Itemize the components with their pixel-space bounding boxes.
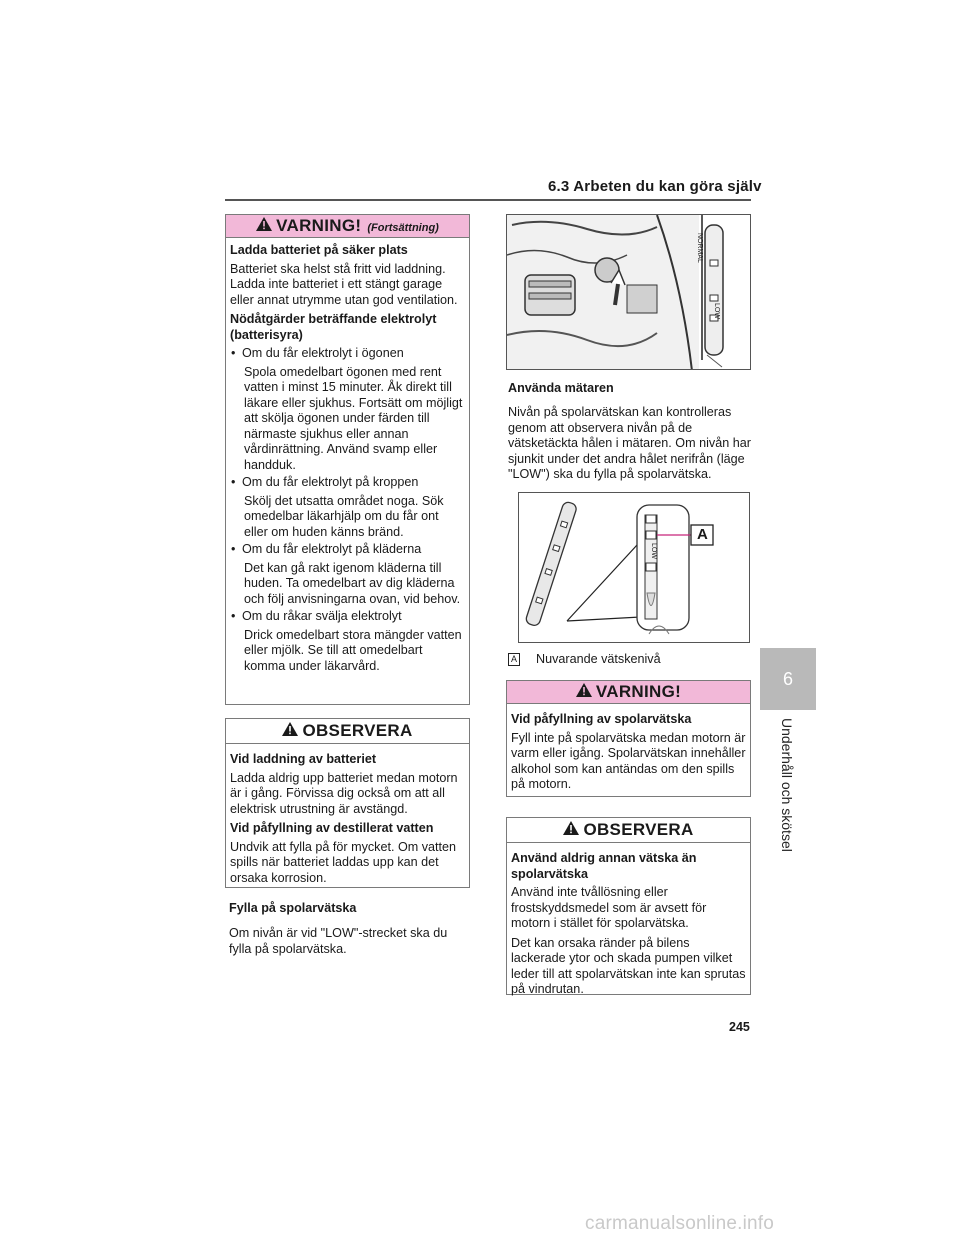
caution-triangle-icon — [563, 821, 579, 840]
gauge-text: Nivån på spolarvätskan kan kontrolleras genom att observera nivån på de vätsketäckta hålen i mätaren. Om nivån har sjunkit under det andra hålet nerifrån (läge "LOW") ska du fylla på spolarvätska. — [508, 405, 751, 481]
notice-box-header — [226, 719, 469, 744]
warning-title: VARNING! — [276, 216, 362, 235]
bullet-text: Skölj det utsatta området noga. Sök omedelbar läkarhjälp om du får ont eller om huden känns bränd. — [244, 493, 444, 539]
warning-paragraph: Fyll inte på spolarvätska medan motorn är varm eller igång. Spolarvätskan innehåller alkohol som kan antändas om den spills på motorn. — [511, 730, 746, 791]
chapter-title-vertical — [773, 718, 801, 858]
gauge-closeup-illustration — [519, 493, 750, 643]
warning-paragraph: Batteriet ska helst stå fritt vid laddning. Ladda inte batteriet i ett stängt garage eller annat utrymme utan god ventilation. — [230, 261, 458, 307]
notice-box-washer — [506, 817, 751, 995]
notice-paragraph: Undvik att fylla på för mycket. Om vatten spills när batteriet laddas upp kan det orsaka korrosion. — [230, 839, 457, 885]
chapter-number: 6 — [782, 668, 793, 689]
refill-heading: Fylla på spolarvätska — [229, 901, 357, 915]
header-divider — [225, 199, 751, 201]
warning-box-header — [226, 215, 469, 238]
bullet-text: Drick omedelbart stora mängder vatten eller mjölk. Se till att omedelbart komma under läkarvård. — [244, 627, 462, 673]
warning-box-header — [507, 681, 750, 704]
notice-title: OBSERVERA — [302, 721, 413, 740]
gauge-callout-letter: A — [697, 526, 708, 543]
gauge-label-normal: NORMAL — [696, 233, 703, 263]
notice-heading: Vid påfyllning av destillerat vatten — [230, 821, 434, 835]
warning-title: VARNING! — [595, 682, 682, 701]
notice-heading: Använd aldrig annan vätska än spolarvätska — [511, 851, 697, 881]
gauge-closeup-figure — [518, 492, 750, 643]
legend-letter-box: A — [508, 653, 520, 666]
notice-box-header — [507, 818, 750, 843]
section-title: 6.3 Arbeten du kan göra själv — [548, 178, 762, 195]
chapter-title: Underhåll och skötsel — [779, 718, 795, 852]
chapter-tab — [760, 648, 816, 710]
bullet-label: • Om du får elektrolyt på kläderna — [230, 542, 465, 558]
gauge-heading: Använda mätaren — [508, 381, 614, 395]
notice-paragraph: Använd inte tvållösning eller frostskyddsmedel som är avsett för motorn i stället för spolarvätska. — [511, 885, 707, 930]
bullet-label: • Om du får elektrolyt i ögonen — [230, 346, 465, 362]
engine-bay-figure — [506, 214, 751, 370]
gauge-closeup-low-label: LOW — [650, 543, 657, 559]
engine-bay-illustration — [507, 215, 751, 370]
notice-heading: Vid laddning av batteriet — [230, 752, 377, 766]
warning-box-washer — [506, 680, 751, 797]
warning-box-battery — [225, 214, 470, 705]
notice-title: OBSERVERA — [583, 820, 694, 839]
watermark: carmanualsonline.info — [585, 1213, 775, 1234]
warning-heading: Nödåtgärder beträffande elektrolyt (batterisyra) — [230, 312, 437, 342]
page-number: 245 — [729, 1020, 750, 1034]
warning-subtitle: (Fortsättning) — [367, 221, 439, 234]
warning-heading: Vid påfyllning av spolarvätska — [511, 712, 692, 726]
bullet-label: • Om du råkar svälja elektrolyt — [230, 609, 465, 625]
warning-triangle-icon — [256, 217, 272, 236]
refill-text: Om nivån är vid "LOW"-strecket ska du fylla på spolarvätska. — [229, 926, 448, 956]
warning-heading: Ladda batteriet på säker plats — [230, 243, 408, 257]
bullet-text: Det kan gå rakt igenom kläderna till huden. Ta omedelbart av dig kläderna och följ anvisningarna ovan, vid behov. — [244, 560, 461, 606]
gauge-label-low: LOW — [713, 303, 720, 319]
caution-triangle-icon — [282, 722, 298, 741]
bullet-label: • Om du får elektrolyt på kroppen — [230, 475, 465, 491]
notice-paragraph: Det kan orsaka ränder på bilens lackerade ytor och skada pumpen vilket leder till att spolarvätskan inte kan sprutas på vindrutan. — [511, 935, 746, 996]
bullet-text: Spola omedelbart ögonen med rent vatten i minst 15 minuter. Åk direkt till läkare eller sjukhus. Fortsätt om möjligt att skölja ögonen under färden till närmaste sjukhus eller annan vårdinrättning. Använd svamp eller handduk. — [244, 364, 463, 472]
warning-triangle-icon — [576, 683, 592, 702]
notice-box-battery — [225, 718, 470, 888]
notice-paragraph: Ladda aldrig upp batteriet medan motorn är i gång. Förvissa dig också om att all elektrisk utrustning är avstängd. — [230, 770, 458, 816]
figure-legend — [508, 652, 752, 668]
legend-text: Nuvarande vätskenivå — [536, 652, 661, 666]
